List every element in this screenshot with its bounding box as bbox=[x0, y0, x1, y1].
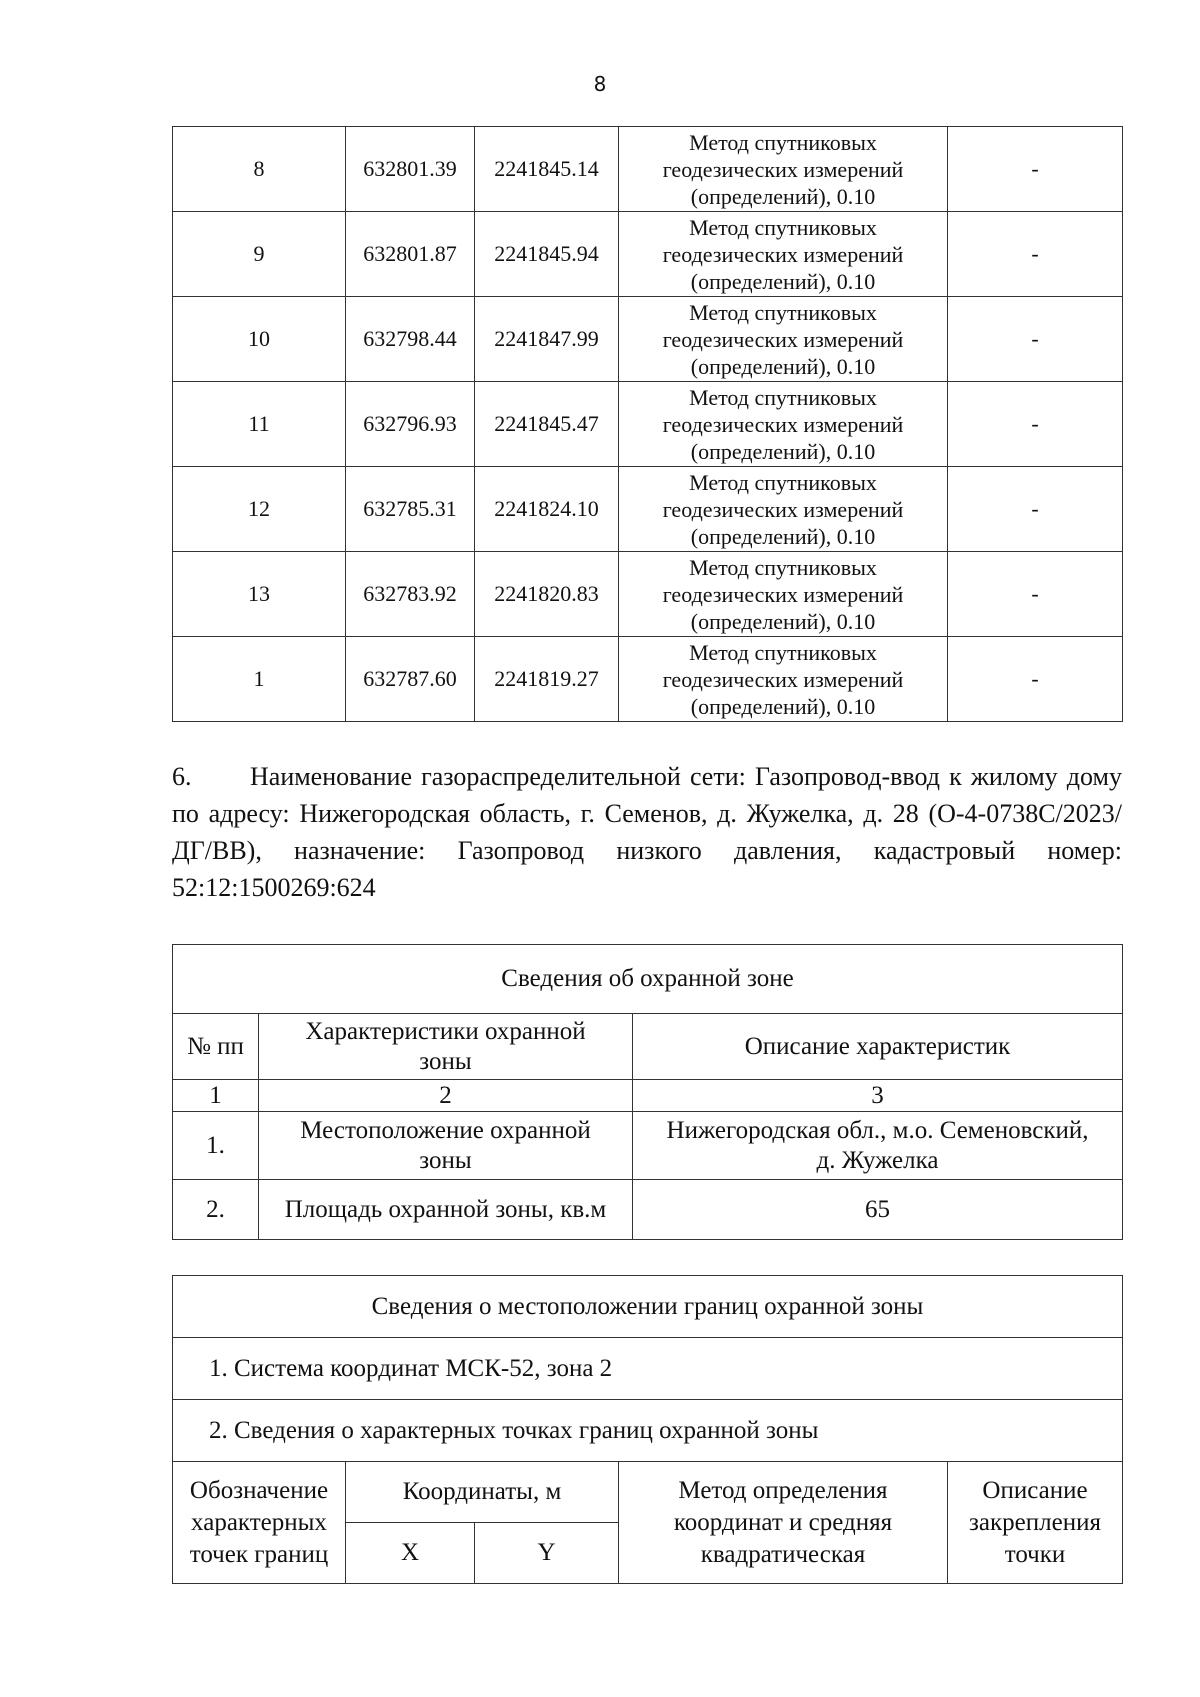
row-description: Нижегородская обл., м.о. Семеновский, д. Жужелка bbox=[633, 1112, 1123, 1180]
fixing-description: - bbox=[948, 467, 1123, 552]
table-row bbox=[173, 297, 1123, 382]
row-name: Местоположение охранной зоны bbox=[259, 1112, 633, 1180]
coord-y: 2241845.47 bbox=[475, 382, 619, 467]
point-number: 8 bbox=[173, 127, 346, 212]
row-number: 2. bbox=[173, 1180, 259, 1240]
zone-info-table bbox=[172, 944, 1123, 1240]
method-cell: Метод спутниковых геодезических измерений (определений), 0.10 bbox=[619, 637, 948, 722]
fixing-description: - bbox=[948, 212, 1123, 297]
coord-x: 632785.31 bbox=[346, 467, 475, 552]
col-index-2: 2 bbox=[259, 1080, 633, 1112]
coord-x: 632787.60 bbox=[346, 637, 475, 722]
header-fixing-description: Описание закрепления точки bbox=[948, 1462, 1123, 1584]
fixing-description: - bbox=[948, 637, 1123, 722]
table-row bbox=[173, 382, 1123, 467]
coord-y: 2241845.14 bbox=[475, 127, 619, 212]
point-number: 9 bbox=[173, 212, 346, 297]
section-number: 6. bbox=[172, 762, 192, 791]
coord-x: 632801.87 bbox=[346, 212, 475, 297]
col-header-description: Описание характеристик bbox=[633, 1014, 1123, 1080]
header-point-designation: Обозначение характерных точек границ bbox=[173, 1462, 346, 1584]
coord-y: 2241824.10 bbox=[475, 467, 619, 552]
boundary-title: Сведения о местоположении границ охранной зоны bbox=[173, 1276, 1123, 1338]
row-number: 1. bbox=[173, 1112, 259, 1180]
characteristic-points-line: 2. Сведения о характерных точках границ охранной зоны bbox=[173, 1400, 1123, 1462]
page-number: 8 bbox=[593, 72, 607, 96]
section-6 bbox=[172, 758, 1122, 906]
point-number: 13 bbox=[173, 552, 346, 637]
boundary-table bbox=[172, 1275, 1123, 1584]
coordinate-system-line: 1. Система координат МСК-52, зона 2 bbox=[173, 1338, 1123, 1400]
method-cell: Метод спутниковых геодезических измерений (определений), 0.10 bbox=[619, 297, 948, 382]
fixing-description: - bbox=[948, 552, 1123, 637]
coord-x: 632798.44 bbox=[346, 297, 475, 382]
method-cell: Метод спутниковых геодезических измерений (определений), 0.10 bbox=[619, 552, 948, 637]
col-index-1: 1 bbox=[173, 1080, 259, 1112]
method-cell: Метод спутниковых геодезических измерений (определений), 0.10 bbox=[619, 467, 948, 552]
coord-y: 2241847.99 bbox=[475, 297, 619, 382]
zone-info-title: Сведения об охранной зоне bbox=[173, 945, 1123, 1014]
table-row bbox=[173, 467, 1123, 552]
method-cell: Метод спутниковых геодезических измерений (определений), 0.10 bbox=[619, 382, 948, 467]
fixing-description: - bbox=[948, 382, 1123, 467]
col-header-number: № пп bbox=[173, 1014, 259, 1080]
table-row bbox=[173, 212, 1123, 297]
coord-x: 632796.93 bbox=[346, 382, 475, 467]
coordinates-table-continued bbox=[172, 126, 1123, 722]
row-name: Площадь охранной зоны, кв.м bbox=[259, 1180, 633, 1240]
method-cell: Метод спутниковых геодезических измерений (определений), 0.10 bbox=[619, 127, 948, 212]
header-y: Y bbox=[475, 1523, 619, 1584]
header-coordinates: Координаты, м bbox=[346, 1462, 619, 1523]
point-number: 11 bbox=[173, 382, 346, 467]
fixing-description: - bbox=[948, 297, 1123, 382]
point-number: 12 bbox=[173, 467, 346, 552]
coord-y: 2241845.94 bbox=[475, 212, 619, 297]
row-description: 65 bbox=[633, 1180, 1123, 1240]
col-index-3: 3 bbox=[633, 1080, 1123, 1112]
method-cell: Метод спутниковых геодезических измерений (определений), 0.10 bbox=[619, 212, 948, 297]
coord-x: 632801.39 bbox=[346, 127, 475, 212]
col-header-characteristics: Характеристики охранной зоны bbox=[259, 1014, 633, 1080]
coord-y: 2241819.27 bbox=[475, 637, 619, 722]
table-row bbox=[173, 637, 1123, 722]
table-row bbox=[173, 552, 1123, 637]
section-text: Наименование газораспределительной сети: Газопровод-ввод к жилому дому по адресу: Нижегородская область, г. Семенов, д. Жужелка, д. 28 (О-4-0738С/2023/ДГ/ВВ), назначение: Газопровод низкого давления, кадастровый номер: 52:12:1500269:624 bbox=[172, 762, 1122, 902]
coord-y: 2241820.83 bbox=[475, 552, 619, 637]
coord-x: 632783.92 bbox=[346, 552, 475, 637]
point-number: 10 bbox=[173, 297, 346, 382]
point-number: 1 bbox=[173, 637, 346, 722]
header-x: X bbox=[346, 1523, 475, 1584]
header-method: Метод определения координат и средняя квадратическая bbox=[619, 1462, 948, 1584]
fixing-description: - bbox=[948, 127, 1123, 212]
table-row bbox=[173, 127, 1123, 212]
